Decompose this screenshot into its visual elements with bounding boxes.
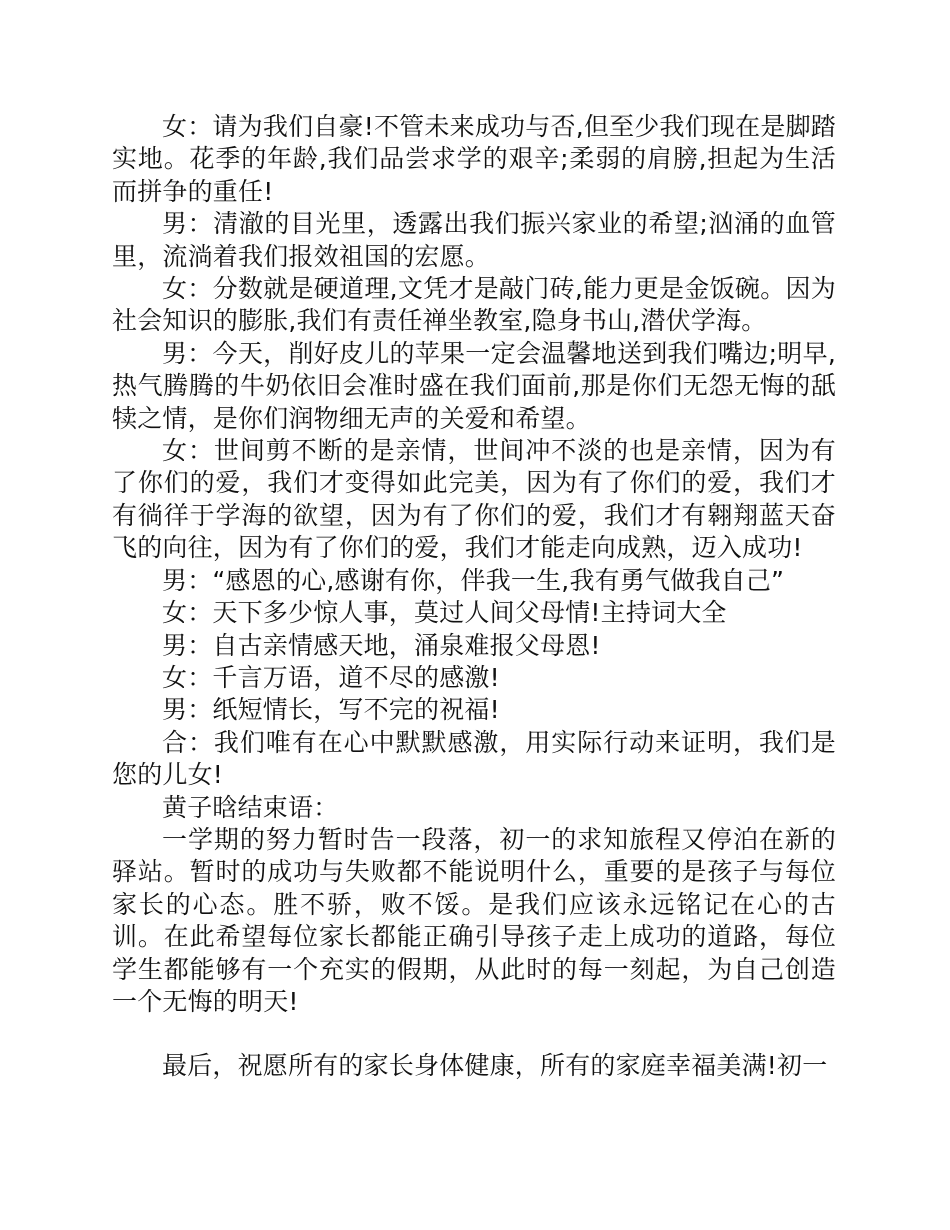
dialogue-paragraph: 男：“感恩的心,感谢有你，伴我一生,我有勇气做我自己” <box>162 565 785 595</box>
closing-line: 最后，祝愿所有的家长身体健康，所有的家庭幸福美满!初一 <box>162 1051 828 1081</box>
dialogue-paragraph: 男：清澈的目光里，透露出我们振兴家业的希望;汹涌的血管里，流淌着我们报效祖国的宏愿。 <box>112 209 836 271</box>
dialogue-paragraph: 女：请为我们自豪!不管未来成功与否,但至少我们现在是脚踏实地。花季的年龄,我们品尝求学的艰辛;柔弱的肩膀,担起为生活而拼争的重任! <box>112 112 836 206</box>
dialogue-paragraph: 女：世间剪不断的是亲情，世间冲不淡的也是亲情，因为有了你们的爱，我们才变得如此完美，因为有了你们的爱，我们才有徜徉于学海的欲望，因为有了你们的爱，我们才有翱翔蓝天奋飞的向往，因为有了你们的爱，我们才能走向成熟，迈入成功! <box>112 436 836 563</box>
dialogue-paragraph: 合：我们唯有在心中默默感激，用实际行动来证明，我们是您的儿女! <box>112 727 836 790</box>
paragraph-gap <box>112 1018 836 1050</box>
dialogue-paragraph: 男：今天，削好皮儿的苹果一定会温馨地送到我们嘴边;明早,热气腾腾的牛奶依旧会准时盛在我们面前,那是你们无怨无悔的舐犊之情，是你们润物细无声的关爱和希望。 <box>112 338 836 433</box>
dialogue-paragraph: 男：自古亲情感天地，涌泉难报父母恩! <box>162 630 601 660</box>
dialogue-paragraph: 女：千言万语，道不尽的感激! <box>162 662 500 692</box>
document-body <box>112 111 836 1083</box>
closing-speech-paragraph: 一学期的努力暂时告一段落，初一的求知旅程又停泊在新的驿站。暂时的成功与失败都不能说明什么，重要的是孩子与每位家长的心态。胜不骄，败不馁。是我们应该永远铭记在心的古训。在此希望每位家长都能正确引导孩子走上成功的道路，每位学生都能够有一个充实的假期，从此时的每一刻起，为自己创造一个无悔的明天! <box>112 824 836 1016</box>
section-heading: 黄子晗结束语： <box>162 792 339 822</box>
dialogue-paragraph: 男：纸短情长，写不完的祝福! <box>162 695 500 725</box>
dialogue-paragraph: 女：天下多少惊人事，莫过人间父母情!主持词大全 <box>162 598 727 628</box>
dialogue-paragraph: 女：分数就是硬道理,文凭才是敲门砖,能力更是金饭碗。因为社会知识的膨胀,我们有责任禅坐教室,隐身书山,潜伏学海。 <box>112 274 836 336</box>
